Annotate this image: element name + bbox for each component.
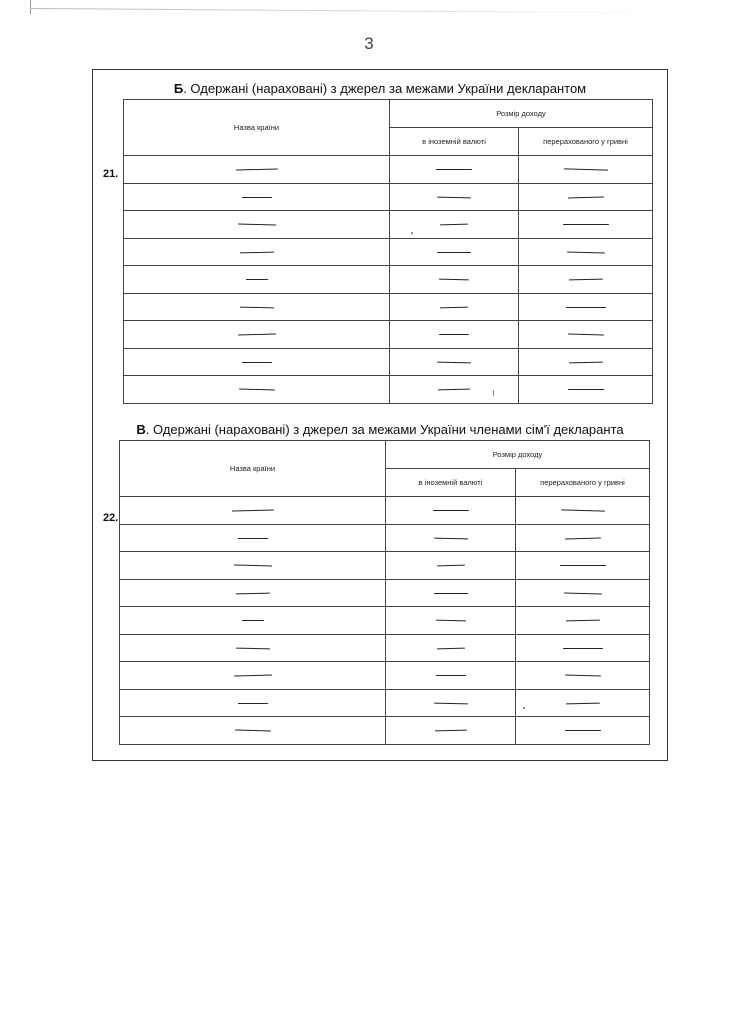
cell-country xyxy=(120,607,386,635)
handwritten-dash xyxy=(563,592,601,594)
handwritten-dash xyxy=(439,279,469,281)
table-row xyxy=(120,579,650,607)
cell-country xyxy=(124,376,390,404)
table-row xyxy=(120,662,650,690)
cell-uah xyxy=(516,607,650,635)
table-row xyxy=(120,524,650,552)
handwritten-dash xyxy=(436,565,464,567)
handwritten-dash xyxy=(564,537,600,539)
handwritten-dash xyxy=(239,306,273,308)
scan-speck xyxy=(493,390,494,396)
table-row xyxy=(120,717,650,745)
section-c-table xyxy=(119,440,650,745)
handwritten-dash xyxy=(434,593,468,594)
table-row xyxy=(120,689,650,717)
section-c-row-number: 22. xyxy=(103,512,119,524)
cell-foreign xyxy=(386,717,516,745)
scan-speck xyxy=(523,707,525,709)
cell-foreign xyxy=(386,689,516,717)
handwritten-dash xyxy=(568,361,602,363)
handwritten-dash xyxy=(238,703,268,704)
section-b-row-number: 21. xyxy=(103,168,119,180)
handwritten-dash xyxy=(437,196,471,198)
section-b-letter: Б xyxy=(173,81,184,96)
cell-country xyxy=(120,579,386,607)
section-c-body xyxy=(120,497,650,745)
handwritten-dash xyxy=(238,538,268,539)
handwritten-dash xyxy=(235,169,277,171)
section-b-title xyxy=(93,81,667,96)
cell-country xyxy=(120,634,386,662)
column-header-foreign-currency: в іноземній валюті xyxy=(386,469,516,497)
cell-foreign xyxy=(386,607,516,635)
handwritten-dash xyxy=(566,251,604,253)
section-c-letter: В xyxy=(136,422,146,437)
cell-foreign xyxy=(390,211,519,239)
cell-country xyxy=(120,717,386,745)
handwritten-dash xyxy=(437,361,471,363)
column-header-foreign-currency: в іноземній валюті xyxy=(390,128,519,156)
table-row xyxy=(124,183,653,211)
handwritten-dash xyxy=(560,510,604,513)
handwritten-dash xyxy=(565,620,599,622)
cell-foreign xyxy=(386,524,516,552)
handwritten-dash xyxy=(439,334,469,335)
handwritten-dash xyxy=(242,362,272,363)
handwritten-dash xyxy=(238,389,274,391)
handwritten-dash xyxy=(234,730,270,732)
cell-uah xyxy=(519,183,653,211)
cell-uah xyxy=(516,689,650,717)
handwritten-dash xyxy=(438,389,470,391)
table-row xyxy=(124,376,653,404)
cell-uah xyxy=(519,321,653,349)
handwritten-dash xyxy=(237,334,275,336)
handwritten-dash xyxy=(567,334,603,336)
page-number: 3 xyxy=(364,34,374,53)
handwritten-dash xyxy=(233,565,271,567)
scan-artifact-line xyxy=(30,8,670,13)
table-row xyxy=(124,321,653,349)
handwritten-dash xyxy=(242,620,264,621)
handwritten-dash xyxy=(233,675,271,677)
scan-speck xyxy=(411,232,413,234)
cell-uah xyxy=(519,376,653,404)
handwritten-dash xyxy=(440,306,468,308)
handwritten-dash xyxy=(563,648,603,649)
column-header-country: Назва країни xyxy=(124,100,390,156)
handwritten-dash xyxy=(563,224,609,225)
cell-country xyxy=(120,662,386,690)
cell-foreign xyxy=(390,293,519,321)
cell-uah xyxy=(516,634,650,662)
handwritten-dash xyxy=(235,647,269,649)
column-header-converted-uah: перерахованого у гривні xyxy=(516,469,650,497)
cell-foreign xyxy=(390,238,519,266)
handwritten-dash xyxy=(246,279,268,280)
column-header-income-size: Розмір доходу xyxy=(386,441,650,469)
cell-country xyxy=(124,238,390,266)
handwritten-dash xyxy=(231,510,273,512)
handwritten-dash xyxy=(436,647,464,649)
cell-foreign xyxy=(390,266,519,294)
cell-foreign xyxy=(390,348,519,376)
handwritten-dash xyxy=(433,702,467,704)
handwritten-dash xyxy=(435,620,465,622)
handwritten-dash xyxy=(565,702,599,704)
cell-uah xyxy=(519,238,653,266)
handwritten-dash xyxy=(235,592,269,594)
column-header-country: Назва країни xyxy=(120,441,386,497)
cell-uah xyxy=(516,524,650,552)
cell-foreign xyxy=(390,376,519,404)
cell-foreign xyxy=(386,662,516,690)
section-c-title xyxy=(93,422,667,437)
cell-country xyxy=(124,348,390,376)
cell-uah xyxy=(519,266,653,294)
section-b-table xyxy=(123,99,653,404)
table-row xyxy=(124,238,653,266)
handwritten-dash xyxy=(436,675,466,676)
handwritten-dash xyxy=(560,565,606,566)
cell-country xyxy=(120,497,386,525)
handwritten-dash xyxy=(566,307,606,308)
cell-country xyxy=(124,266,390,294)
handwritten-dash xyxy=(434,730,466,732)
handwritten-dash xyxy=(433,510,469,511)
table-row xyxy=(124,266,653,294)
handwritten-dash xyxy=(564,675,600,677)
handwritten-dash xyxy=(239,251,273,253)
table-row xyxy=(124,211,653,239)
handwritten-dash xyxy=(565,730,601,731)
table-row xyxy=(120,552,650,580)
cell-country xyxy=(120,552,386,580)
cell-country xyxy=(124,156,390,184)
table-row xyxy=(120,607,650,635)
section-b-title-text: . Одержані (нараховані) з джерел за межами України декларантом xyxy=(183,81,587,96)
cell-foreign xyxy=(390,321,519,349)
cell-country xyxy=(124,293,390,321)
cell-country xyxy=(120,689,386,717)
scan-artifact xyxy=(30,0,31,14)
handwritten-dash xyxy=(433,537,467,539)
handwritten-dash xyxy=(237,224,275,226)
cell-uah xyxy=(519,211,653,239)
cell-uah xyxy=(519,348,653,376)
cell-foreign xyxy=(386,497,516,525)
cell-foreign xyxy=(386,579,516,607)
handwritten-dash xyxy=(568,279,602,281)
table-row xyxy=(124,156,653,184)
handwritten-dash xyxy=(437,252,471,253)
cell-foreign xyxy=(386,634,516,662)
cell-country xyxy=(124,321,390,349)
table-row xyxy=(120,634,650,662)
cell-uah xyxy=(519,156,653,184)
cell-uah xyxy=(516,662,650,690)
handwritten-dash xyxy=(567,196,603,198)
cell-uah xyxy=(519,293,653,321)
cell-country xyxy=(124,183,390,211)
cell-foreign xyxy=(390,183,519,211)
table-row xyxy=(124,348,653,376)
handwritten-dash xyxy=(436,169,472,170)
section-b-body xyxy=(124,156,653,404)
declaration-frame xyxy=(92,69,668,761)
column-header-income-size: Розмір доходу xyxy=(390,100,653,128)
table-row xyxy=(124,293,653,321)
section-c-title-text: . Одержані (нараховані) з джерел за межами України членами сім'ї декларанта xyxy=(145,422,624,437)
cell-foreign xyxy=(390,156,519,184)
handwritten-dash xyxy=(563,169,607,172)
handwritten-dash xyxy=(242,197,272,198)
cell-uah xyxy=(516,497,650,525)
cell-country xyxy=(124,211,390,239)
column-header-converted-uah: перерахованого у гривні xyxy=(519,128,653,156)
cell-country xyxy=(120,524,386,552)
cell-uah xyxy=(516,552,650,580)
handwritten-dash xyxy=(440,224,468,226)
cell-uah xyxy=(516,579,650,607)
handwritten-dash xyxy=(568,389,604,390)
cell-foreign xyxy=(386,552,516,580)
table-row xyxy=(120,497,650,525)
cell-uah xyxy=(516,717,650,745)
